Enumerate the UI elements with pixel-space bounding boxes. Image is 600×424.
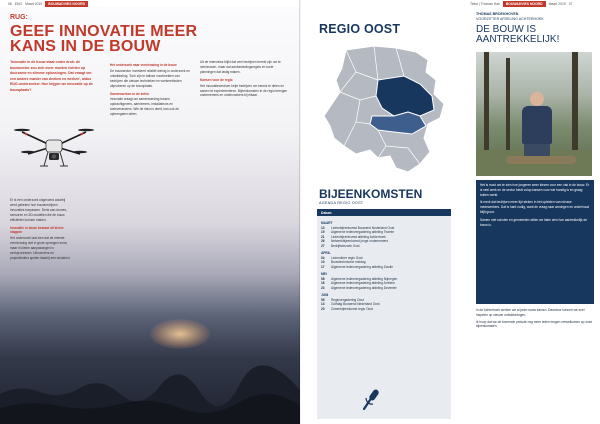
sidebar-body [476,308,594,331]
events-subtitle: AGENDA REGIO OOST [319,201,364,205]
event-text: Regiovergadering Oost [331,297,364,302]
article-column-1 [10,198,72,263]
page-header-right [470,0,576,7]
event-row [321,286,447,291]
paragraph: Het onderzoek laat zien dat de meeste vernieuwing niet in grote sprongen komt, maar in kleine aanpassingen in werkprocessen. Uitvoerders en projectleiders spelen daarbij een sleutelrol. [10,236,71,260]
event-month: APRIL [321,251,331,255]
event-day: 06 [321,297,325,302]
page-number: 07 [568,1,573,6]
event-month: MEI [321,272,327,276]
event-day: 14 [321,302,325,306]
region-title: REGIO OOST [319,22,401,36]
paragraph: De bouwsector investeert relatief weinig in onderzoek en ontwikkeling. Toch zijn er talloze voorbeelden van bedrijven die nieuwe technieken en werkmethoden uitproberen op de bouwplaats. [110,68,190,88]
subheading: Innovatie in bouw bestaat uit kleine stappen [10,225,64,235]
portrait-photo [476,52,592,176]
event-day: 10 [321,260,325,264]
sunset-glow [150,319,210,349]
article-column-2 [110,60,190,119]
event-text: Golfdag Bouwend Nederland Oost [331,302,380,306]
event-day: 08 [321,276,325,281]
microphone-icon [360,388,384,412]
events-title: BIJEENKOMSTEN [319,187,423,201]
event-text: Algemene ledenvergadering afdeling Arnhem [331,281,395,285]
event-day: 21 [321,234,325,239]
event-text: Algemene ledenvergadering afdeling Zwolle [331,264,394,269]
paragraph: Ik merk dat bedrijven meer tijd steken in het opleiden van nieuwe medewerkers. Dat is hard nodig, want de vraag naar woningen en onderhoud blijft groot. [480,200,590,214]
paragraph: Het Innovatiecentrum helpt bedrijven om kennis te delen en samen te experimenteren. Bijeenkomsten in de regio brengen ondernemers en onderzoekers bij elkaar. [200,83,288,98]
events-table-header: Datum [317,209,451,216]
event-day: 27 [321,243,325,248]
event-text: Zomerbijeenkomst regio Oost [331,306,373,311]
event-text: Algemene ledenvergadering afdeling Nijmegen [331,276,398,281]
event-row [321,307,447,312]
article-lead: 'Innovatie in de bouw staat onder druk: de bouwsector zou zich meer moeten richten op duurzame en slimme oplossingen. Dat vraagt om een andere manier van denken en werken', aldus RUG-onderzoeker. Hoe krijgen we innovatie op de bouwplaats? [10,60,93,92]
author-name: THOMAS BROEKHOVEN [476,12,519,16]
tree-line-silhouette [0,364,300,424]
event-text: Ledendiner regio Oost [331,255,363,260]
event-day: 20 [321,306,325,311]
subheading: Samenwerken in de keten [110,91,149,96]
event-day: 16 [321,281,325,285]
event-text: Netwerkbijeenkomst jonge ondernemers [331,239,389,243]
netherlands-map [316,42,454,178]
article-rubric: RUG: [10,14,28,21]
paragraph: Er is een onderzoek uitgevoerd waarbij werd gekeken hoe bouwbedrijven innovaties toepassen. Denk aan drones, sensoren en 3D-modellen die de bouw efficiënter kunnen maken. [10,198,67,222]
sidebar-title: DE BOUW IS AANTREKKELIJK! [476,24,560,45]
event-text: Ledenbijeenkomst afdeling Achterhoek [331,234,386,239]
paragraph: Uit de interviews blijkt dat veel bedrijven bereid zijn om te vernieuwen, maar dat aanbestedingsregels en korte planningen dat lastig maken. [200,60,281,74]
event-month: JUNI [321,293,329,297]
issue-label: ENG [14,1,23,6]
event-day: 04 [321,255,325,260]
subheading: Kansen voor de regio [200,77,233,82]
drone-icon [14,118,94,176]
event-day: 17 [321,264,325,269]
event-text: Algemene ledenvergadering afdeling Deventer [331,285,397,290]
event-text: Ledenbijeenkomst Bouwend Nederland Oost [331,225,395,230]
article-column-3 [200,60,288,100]
article-headline: GEEF INNOVATIE MEER KANS IN DE BOUW [10,23,198,55]
paragraph: In de Achterhoek werken we al jaren nauw samen. Daardoor kunnen we snel inspelen op nieuwe ontwikkelingen. [476,308,585,317]
paragraph: Innovatie vraagt om samenwerking tussen opdrachtgevers, aannemers, installateurs en toeleveranciers. Wie de risico's deelt, kan ook de opbrengsten delen. [110,97,179,117]
event-day: 26 [321,239,325,243]
page-header-left [8,0,91,7]
events-table [317,209,451,419]
paragraph: Het is mooi om te zien hoe jongeren weer kiezen voor een vak in de bouw. Er is veel werk en de sector biedt volop kansen voor wie handig is en graag buiten werkt. [480,183,590,197]
issue-date: Maart 2019 [548,1,566,6]
page-fold [299,0,301,424]
event-day: 13 [321,225,325,230]
event-text: Algemene ledenvergadering afdeling Twente [331,230,395,234]
sidebar-author [476,12,594,22]
events-list [317,216,451,313]
event-day: 19 [321,230,325,234]
event-text: Bouwtechnische middag [331,260,366,264]
issue-date: Maart 2019 [25,1,43,6]
event-month: MAART [321,221,333,225]
page-number: 06 [8,1,12,6]
sidebar-quote-box [476,180,594,304]
byline: Tekst | Thomas Hak [470,1,500,6]
subheading: Het onderzoek naar vernieuwing in de bouw [110,63,177,67]
event-text: Bedrijfsbezoek Oost [331,243,360,248]
event-row [321,265,447,270]
paragraph: Samen met scholen en gemeenten willen we laten zien hoe aantrekkelijk de bouw is. [480,217,588,227]
paragraph: Ik hoop dat we de komende periode nog meer leden mogen verwelkomen op onze bijeenkomsten. [476,319,593,329]
section-tag: BOUWADVIES NOORD [503,1,546,7]
author-role: VOORZITTER AFDELING ACHTERHOEK [476,17,544,21]
event-day: 23 [321,285,325,290]
event-row [321,244,447,249]
section-tag: BOUWADVIES NOORD [45,1,88,7]
